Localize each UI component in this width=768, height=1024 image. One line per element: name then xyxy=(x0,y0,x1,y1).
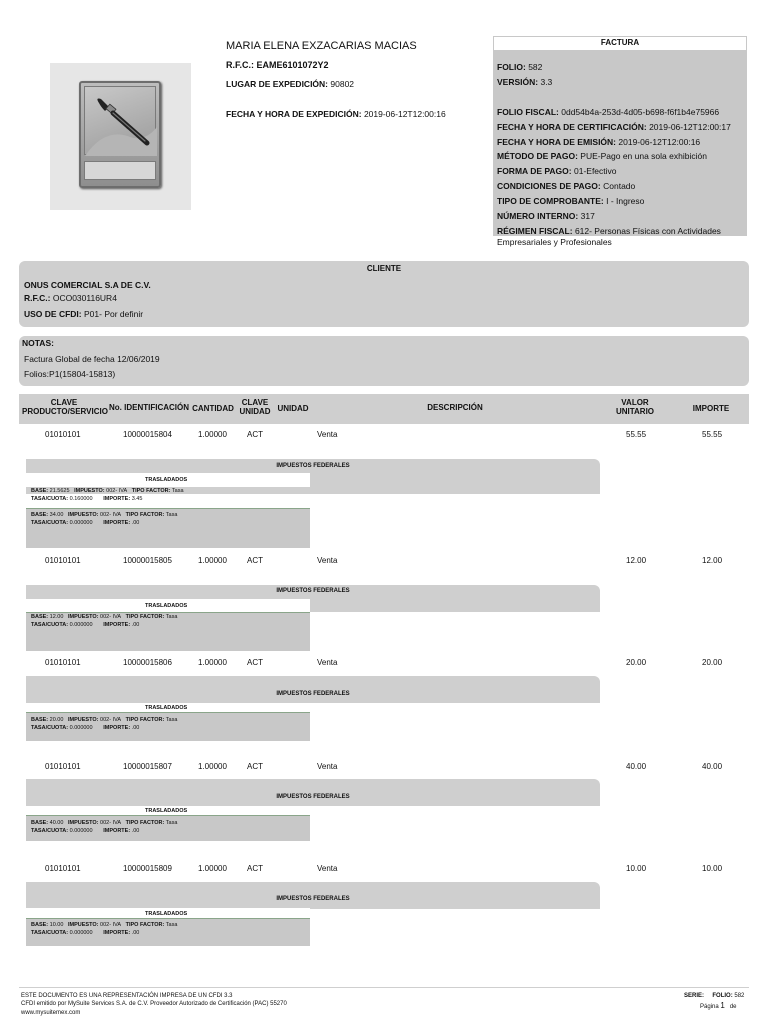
row-descripcion: Venta xyxy=(317,430,338,439)
row-descripcion: Venta xyxy=(317,556,338,565)
notas-line-2: Folios:P1(15804-15813) xyxy=(24,369,116,379)
footer-pagina: Página 1 de xyxy=(700,1001,737,1010)
tax-trasladados-title: TRASLADADOS xyxy=(145,603,188,609)
issuer-fecha: FECHA Y HORA DE EXPEDICIÓN: 2019-06-12T12:00:16 xyxy=(226,109,446,119)
factura-certificacion: FECHA Y HORA DE CERTIFICACIÓN: 2019-06-12T12:00:17 xyxy=(497,122,731,132)
footer-line-1: ESTE DOCUMENTO ES UNA REPRESENTACIÓN IMPRESA DE UN CFDI 3.3 xyxy=(21,993,233,999)
logo-image xyxy=(79,81,161,188)
row-importe: 12.00 xyxy=(702,556,723,565)
row-ident: 10000015805 xyxy=(123,556,172,565)
tax-block xyxy=(26,676,600,703)
row-unidad: ACT xyxy=(247,556,263,565)
tax-federales-title: IMPUESTOS FEDERALES xyxy=(276,691,350,697)
factura-tipo: TIPO DE COMPROBANTE: I - Ingreso xyxy=(497,196,645,206)
factura-version: VERSIÓN: 3.3 xyxy=(497,77,553,87)
factura-condiciones: CONDICIONES DE PAGO: Contado xyxy=(497,181,636,191)
tax-federales-title: IMPUESTOS FEDERALES xyxy=(276,896,350,902)
row-descripcion: Venta xyxy=(317,864,338,873)
tax-line-1: BASE: 21.5625 IMPUESTO: 002- IVA TIPO FACTOR: Tasa xyxy=(31,488,184,494)
tax-trasladados-title: TRASLADADOS xyxy=(145,705,188,711)
issuer-name: MARIA ELENA EXZACARIAS MACIAS xyxy=(226,40,417,52)
row-ident: 10000015806 xyxy=(123,658,172,667)
row-valor: 12.00 xyxy=(626,556,647,565)
tax-line-3: BASE: 34.00 IMPUESTO: 002- IVA TIPO FACTOR: Tasa xyxy=(31,512,178,518)
logo-bar xyxy=(84,161,156,180)
footer-line-3[interactable]: www.mysuitemex.com xyxy=(21,1010,81,1016)
issuer-rfc: R.F.C.: EAME6101072Y2 xyxy=(226,60,329,70)
tax-federales-title: IMPUESTOS FEDERALES xyxy=(276,463,350,469)
row-ident: 10000015804 xyxy=(123,430,172,439)
tax-line-2: TASA/CUOTA: 0.000000 IMPORTE: .00 xyxy=(31,622,140,628)
row-ident: 10000015807 xyxy=(123,762,172,771)
row-ident: 10000015809 xyxy=(123,864,172,873)
header-clave-unidad: CLAVE UNIDAD xyxy=(239,398,271,416)
factura-numero-interno: NÚMERO INTERNO: 317 xyxy=(497,211,595,221)
header-clave-producto: CLAVE PRODUCTO/SERVICIO xyxy=(22,398,108,416)
row-importe: 55.55 xyxy=(702,430,723,439)
header-identificacion: No. IDENTIFICACIÓN xyxy=(109,403,189,412)
cliente-title: CLIENTE xyxy=(366,264,402,273)
row-importe: 10.00 xyxy=(702,864,723,873)
cliente-rfc: R.F.C.: OCO030116UR4 xyxy=(24,293,117,303)
cliente-name: ONUS COMERCIAL S.A DE C.V. xyxy=(24,280,151,290)
factura-emision: FECHA Y HORA DE EMISIÓN: 2019-06-12T12:00:16 xyxy=(497,137,701,147)
footer-serie-folio: SERIE: FOLIO: 582 xyxy=(684,993,745,999)
tax-trasladados-title: TRASLADADOS xyxy=(145,477,188,483)
header-cantidad: CANTIDAD xyxy=(192,404,234,413)
row-unidad: ACT xyxy=(247,762,263,771)
tax-line-2: TASA/CUOTA: 0.160000 IMPORTE: 3.45 xyxy=(31,496,143,502)
tax-line-4: TASA/CUOTA: 0.000000 IMPORTE: .00 xyxy=(31,520,140,526)
row-descripcion: Venta xyxy=(317,762,338,771)
footer-line-2: CFDI emitido por MySuite Services S.A. de C.V. Proveedor Autorizado de Certificación (PAC) 55270 xyxy=(21,1001,287,1007)
header-valor-unitario: VALOR UNITARIO xyxy=(615,398,655,416)
factura-forma-pago: FORMA DE PAGO: 01-Efectivo xyxy=(497,166,617,176)
row-unidad: ACT xyxy=(247,658,263,667)
row-valor: 55.55 xyxy=(626,430,647,439)
tax-federales-title: IMPUESTOS FEDERALES xyxy=(276,794,350,800)
factura-regimen-cont: Empresariales y Profesionales xyxy=(497,237,612,247)
header-importe: IMPORTE xyxy=(692,404,730,413)
row-clave: 01010101 xyxy=(45,762,81,771)
tax-federales-title: IMPUESTOS FEDERALES xyxy=(276,588,350,594)
row-valor: 40.00 xyxy=(626,762,647,771)
notas-label: NOTAS: xyxy=(22,338,54,348)
factura-folio-fiscal: FOLIO FISCAL: 0dd54b4a-253d-4d05-b698-f6f1b4e75966 xyxy=(497,107,720,117)
row-clave: 01010101 xyxy=(45,430,81,439)
tax-line-1: BASE: 40.00 IMPUESTO: 002- IVA TIPO FACTOR: Tasa xyxy=(31,820,178,826)
header-unidad: UNIDAD xyxy=(277,404,309,413)
notas-line-1: Factura Global de fecha 12/06/2019 xyxy=(24,354,160,364)
factura-folio: FOLIO: 582 xyxy=(497,62,543,72)
tax-line-2: TASA/CUOTA: 0.000000 IMPORTE: .00 xyxy=(31,930,140,936)
factura-metodo-pago: MÉTODO DE PAGO: PUE-Pago en una sola exhibición xyxy=(497,151,707,161)
tax-trasladados-title: TRASLADADOS xyxy=(145,911,188,917)
footer-divider xyxy=(19,987,749,988)
row-importe: 20.00 xyxy=(702,658,723,667)
row-cantidad: 1.00000 xyxy=(198,658,227,667)
row-clave: 01010101 xyxy=(45,556,81,565)
tax-line-2: TASA/CUOTA: 0.000000 IMPORTE: .00 xyxy=(31,725,140,731)
factura-regimen: RÉGIMEN FISCAL: 612- Personas Físicas con Actividades xyxy=(497,226,721,236)
tax-line-1: BASE: 12.00 IMPUESTO: 002- IVA TIPO FACTOR: Tasa xyxy=(31,614,178,620)
tax-line-2: TASA/CUOTA: 0.000000 IMPORTE: .00 xyxy=(31,828,140,834)
tax-line-1: BASE: 20.00 IMPUESTO: 002- IVA TIPO FACTOR: Tasa xyxy=(31,717,178,723)
row-unidad: ACT xyxy=(247,430,263,439)
header-descripcion: DESCRIPCIÓN xyxy=(427,403,483,412)
row-cantidad: 1.00000 xyxy=(198,430,227,439)
row-cantidad: 1.00000 xyxy=(198,864,227,873)
row-clave: 01010101 xyxy=(45,864,81,873)
tax-trasladados-title: TRASLADADOS xyxy=(145,808,188,814)
row-descripcion: Venta xyxy=(317,658,338,667)
row-unidad: ACT xyxy=(247,864,263,873)
row-cantidad: 1.00000 xyxy=(198,762,227,771)
paintbrush-icon xyxy=(84,86,156,155)
row-cantidad: 1.00000 xyxy=(198,556,227,565)
cliente-uso-cfdi: USO DE CFDI: P01- Por definir xyxy=(24,309,144,319)
row-valor: 20.00 xyxy=(626,658,647,667)
factura-title: FACTURA xyxy=(600,38,640,47)
issuer-lugar: LUGAR DE EXPEDICIÓN: 90802 xyxy=(226,79,355,89)
row-clave: 01010101 xyxy=(45,658,81,667)
tax-line-1: BASE: 10.00 IMPUESTO: 002- IVA TIPO FACTOR: Tasa xyxy=(31,922,178,928)
row-importe: 40.00 xyxy=(702,762,723,771)
row-valor: 10.00 xyxy=(626,864,647,873)
tax-block xyxy=(26,779,600,806)
